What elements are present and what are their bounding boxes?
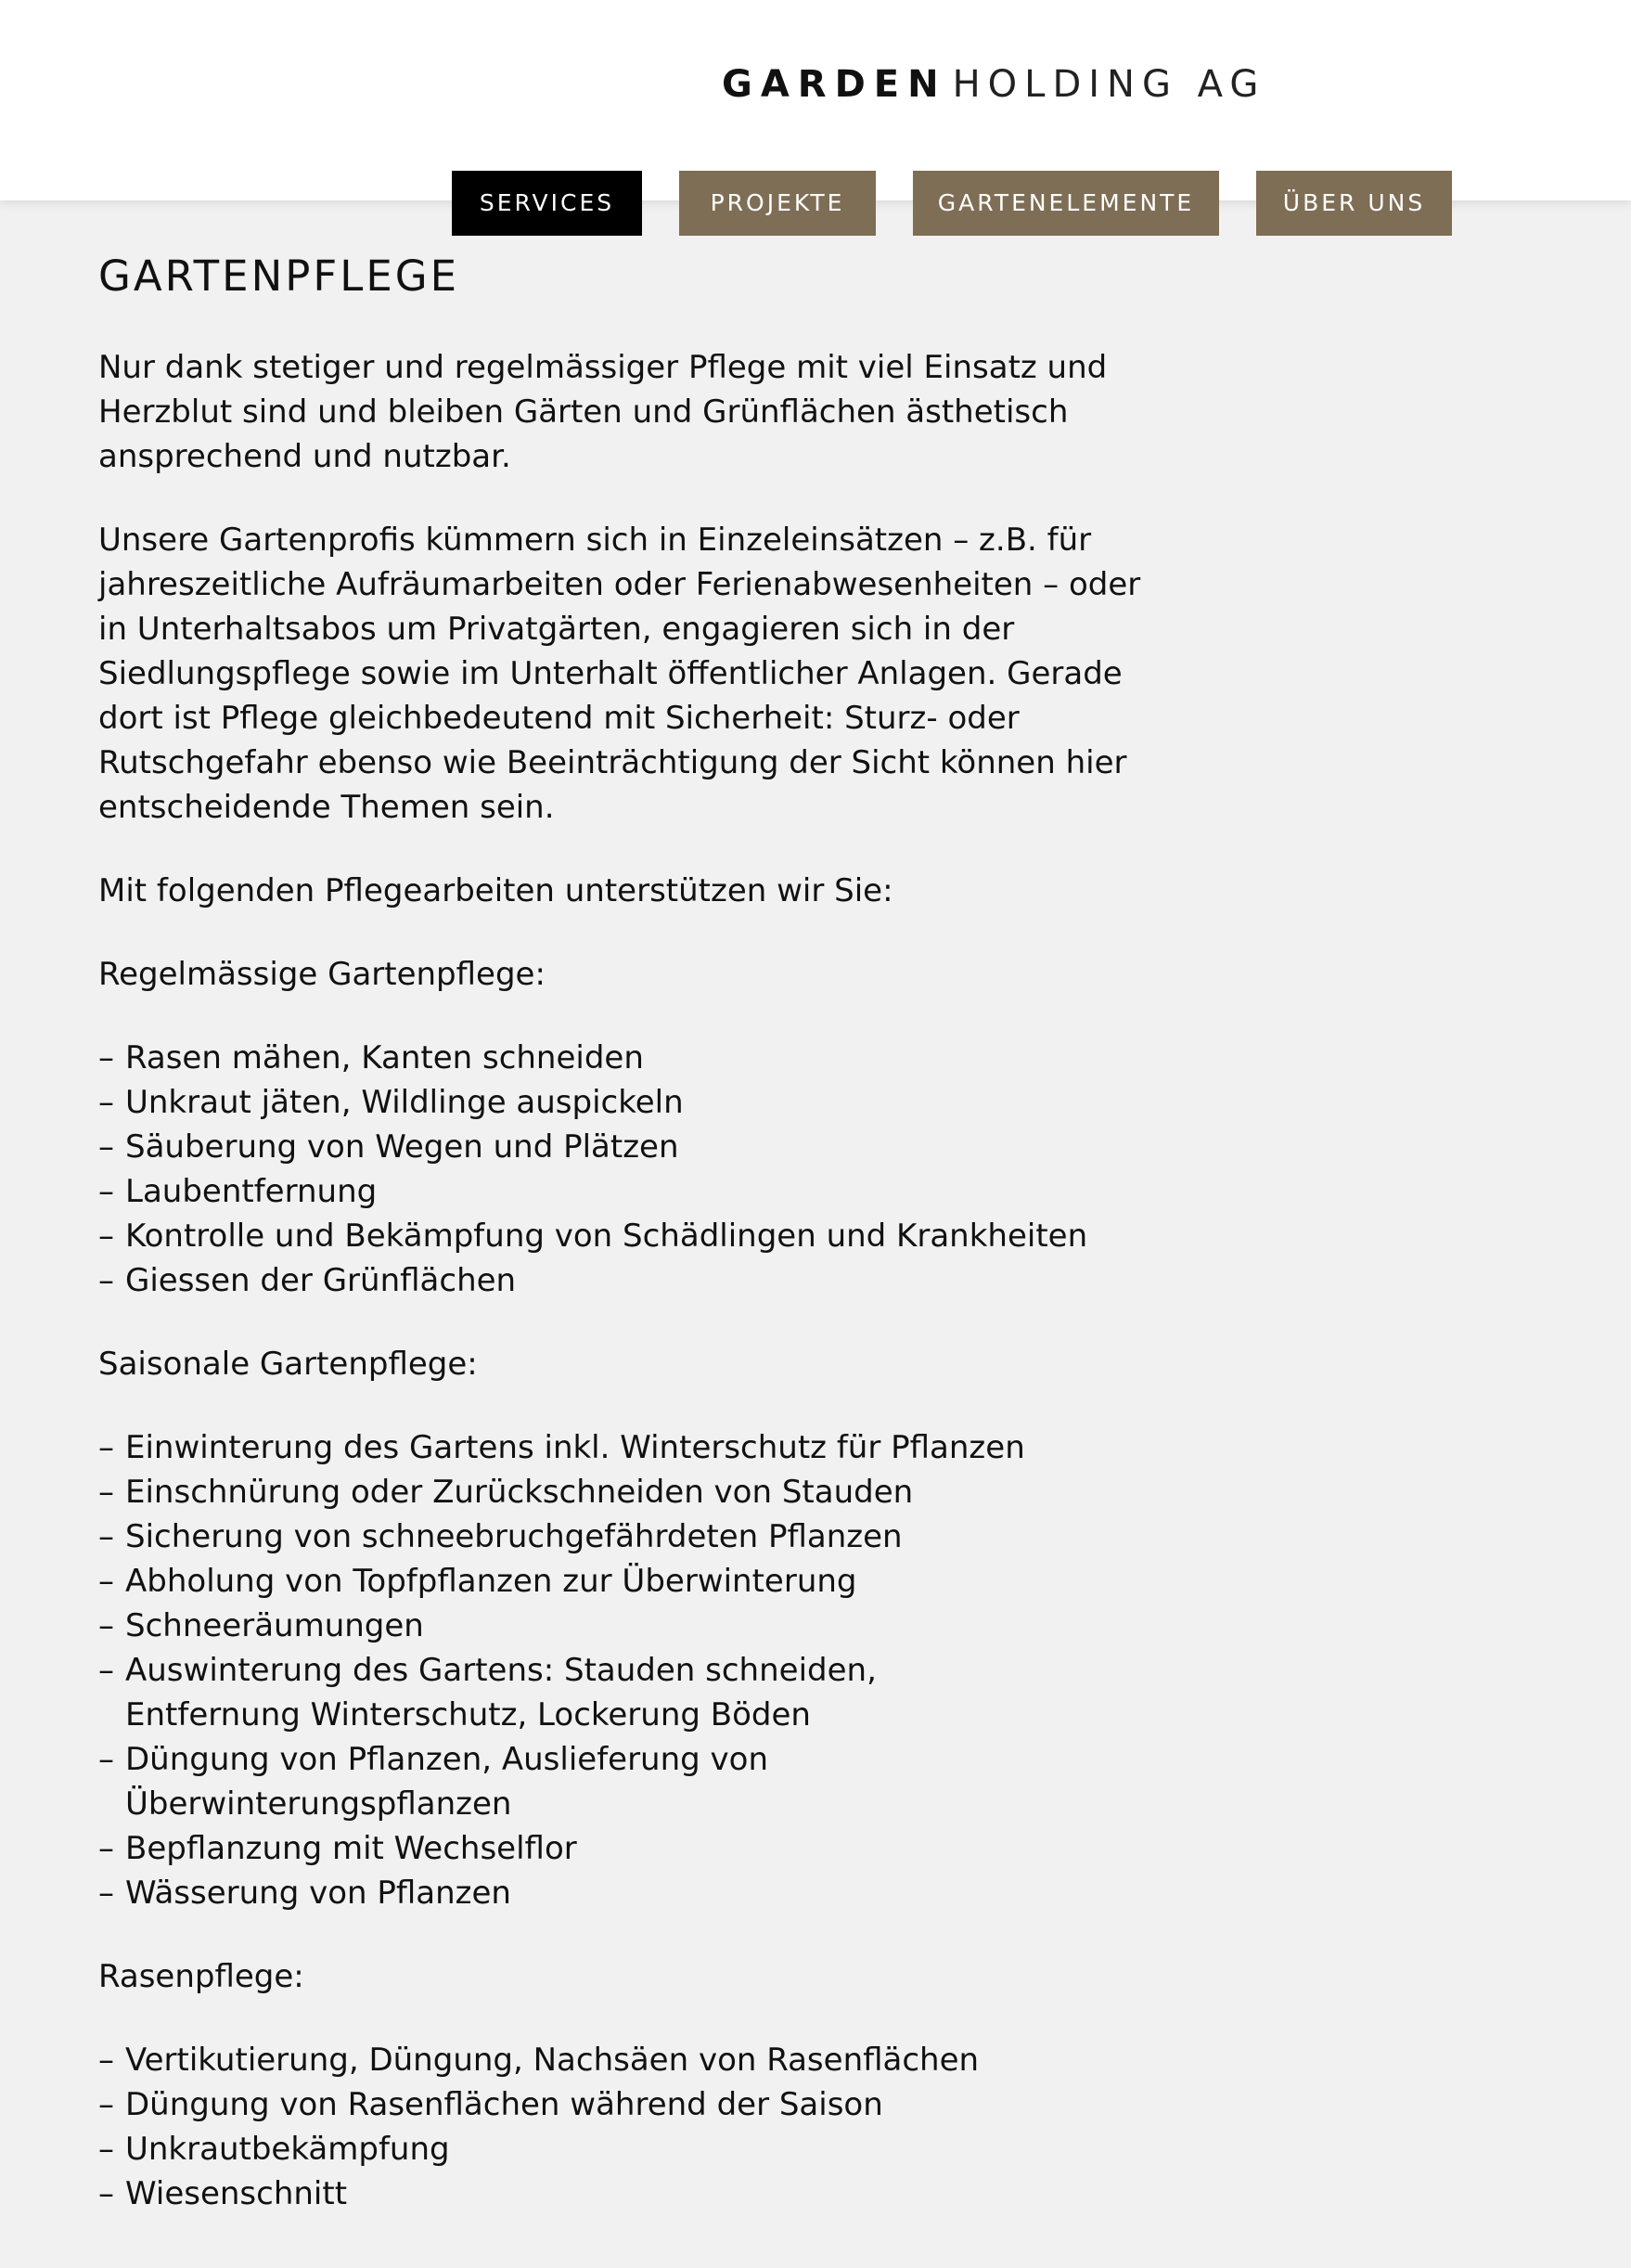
dash-bullet: – xyxy=(98,1518,114,1555)
list-item-text: Einschnürung oder Zurückschneiden von Stauden xyxy=(125,1474,914,1511)
page-title: GARTENPFLEGE xyxy=(98,251,460,301)
list-item-text: Düngung von Pflanzen, Auslieferung von Überwinterungspflanzen xyxy=(125,1741,769,1823)
list-item-text: Schneeräumungen xyxy=(125,1607,424,1644)
lead-paragraph: Mit folgenden Pflegearbeiten unterstützen wir Sie: xyxy=(98,872,893,909)
list-item xyxy=(98,1559,1165,1604)
dash-bullet: – xyxy=(98,1652,114,1689)
dash-bullet: – xyxy=(98,1830,114,1867)
list-item xyxy=(98,1036,1165,1080)
list-item xyxy=(98,1080,1165,1125)
section-heading-lawn: Rasenpflege: xyxy=(98,1958,304,1995)
intro-paragraph-1: Nur dank stetiger und regelmässiger Pflege mit viel Einsatz und Herzblut sind und bleiben Gärten und Grünflächen ästhetisch ansprechend und nutzbar. xyxy=(98,349,1108,475)
dash-bullet: – xyxy=(98,2042,114,2079)
list-item xyxy=(98,1258,1165,1303)
list-item-text: Rasen mähen, Kanten schneiden xyxy=(125,1039,644,1076)
list-item-text: Vertikutierung, Düngung, Nachsäen von Rasenflächen xyxy=(125,2042,980,2079)
nav-item-gartenelemente[interactable]: GARTENELEMENTE xyxy=(913,171,1219,236)
list-item-text: Säuberung von Wegen und Plätzen xyxy=(125,1128,679,1166)
brand-name-bold: GARDEN xyxy=(722,63,947,106)
list-item-text: Einwinterung des Gartens inkl. Winterschutz für Pflanzen xyxy=(125,1429,1025,1466)
list-item-text: Unkrautbekämpfung xyxy=(125,2131,450,2168)
dash-bullet: – xyxy=(98,1741,114,1778)
dash-bullet: – xyxy=(98,2131,114,2168)
list-item xyxy=(98,1125,1165,1169)
list-seasonal-care xyxy=(98,1425,1165,1915)
list-item xyxy=(98,1737,830,1826)
list-item xyxy=(98,2038,1165,2082)
list-item xyxy=(98,1214,1165,1258)
nav-item-projekte[interactable]: PROJEKTE xyxy=(679,171,876,236)
list-item xyxy=(98,1604,1165,1648)
section-heading-regular: Regelmässige Gartenpflege: xyxy=(98,956,546,993)
list-item xyxy=(98,1169,1165,1214)
main-content xyxy=(98,251,1165,2216)
list-item-text: Unkraut jäten, Wildlinge auspickeln xyxy=(125,1084,684,1121)
list-item xyxy=(98,1514,1165,1559)
list-item-text: Laubentfernung xyxy=(125,1173,378,1210)
list-item xyxy=(98,1470,1165,1514)
list-lawn-care xyxy=(98,2038,1165,2216)
dash-bullet: – xyxy=(98,1039,114,1076)
list-item xyxy=(98,1648,1053,1737)
section-heading-seasonal: Saisonale Gartenpflege: xyxy=(98,1346,478,1383)
dash-bullet: – xyxy=(98,2086,114,2123)
list-item xyxy=(98,1425,1165,1470)
brand-name-light: HOLDING AG xyxy=(952,63,1266,106)
list-item xyxy=(98,2127,1165,2171)
list-item-text: Kontrolle und Bekämpfung von Schädlingen und Krankheiten xyxy=(125,1218,1088,1255)
list-item-text: Wässerung von Pflanzen xyxy=(125,1875,511,1912)
list-item-text: Auswinterung des Gartens: Stauden schneiden, Entfernung Winterschutz, Lockerung Böden xyxy=(125,1652,877,1733)
list-item-text: Wiesenschnitt xyxy=(125,2175,348,2212)
nav-item-ueber-uns[interactable]: ÜBER UNS xyxy=(1256,171,1452,236)
list-item-text: Abholung von Topfpflanzen zur Überwinterung xyxy=(125,1563,857,1600)
intro-paragraph-2: Unsere Gartenprofis kümmern sich in Einzeleinsätzen – z.B. für jahreszeitliche Aufräumarbeiten oder Ferienabwesenheiten – oder in Unterhaltsabos um Privatgärten, engagieren sich in der Siedlungspflege sowie im Unterhalt öffentlicher Anlagen. Gerade dort ist Pflege gleichbedeutend mit Sicherheit: Sturz- oder Rutschgefahr ebenso wie Beeinträchtigung der Sicht können hier entscheidende Themen sein. xyxy=(98,522,1141,826)
list-item-text: Giessen der Grünflächen xyxy=(125,1262,517,1299)
dash-bullet: – xyxy=(98,1173,114,1210)
list-item-text: Sicherung von schneebruchgefährdeten Pflanzen xyxy=(125,1518,903,1555)
dash-bullet: – xyxy=(98,1563,114,1600)
dash-bullet: – xyxy=(98,1128,114,1166)
main-nav xyxy=(0,0,1631,241)
list-item xyxy=(98,2171,1165,2216)
list-item-text: Bepflanzung mit Wechselflor xyxy=(125,1830,577,1867)
list-regular-care xyxy=(98,1036,1165,1303)
dash-bullet: – xyxy=(98,1474,114,1511)
list-item-text: Düngung von Rasenflächen während der Saison xyxy=(125,2086,883,2123)
dash-bullet: – xyxy=(98,1607,114,1644)
dash-bullet: – xyxy=(98,1875,114,1912)
dash-bullet: – xyxy=(98,1084,114,1121)
dash-bullet: – xyxy=(98,1262,114,1299)
list-item xyxy=(98,1871,1165,1915)
dash-bullet: – xyxy=(98,1218,114,1255)
list-item xyxy=(98,1826,1165,1871)
dash-bullet: – xyxy=(98,2175,114,2212)
nav-item-services[interactable]: SERVICES xyxy=(452,171,642,236)
dash-bullet: – xyxy=(98,1429,114,1466)
list-item xyxy=(98,2082,1165,2127)
